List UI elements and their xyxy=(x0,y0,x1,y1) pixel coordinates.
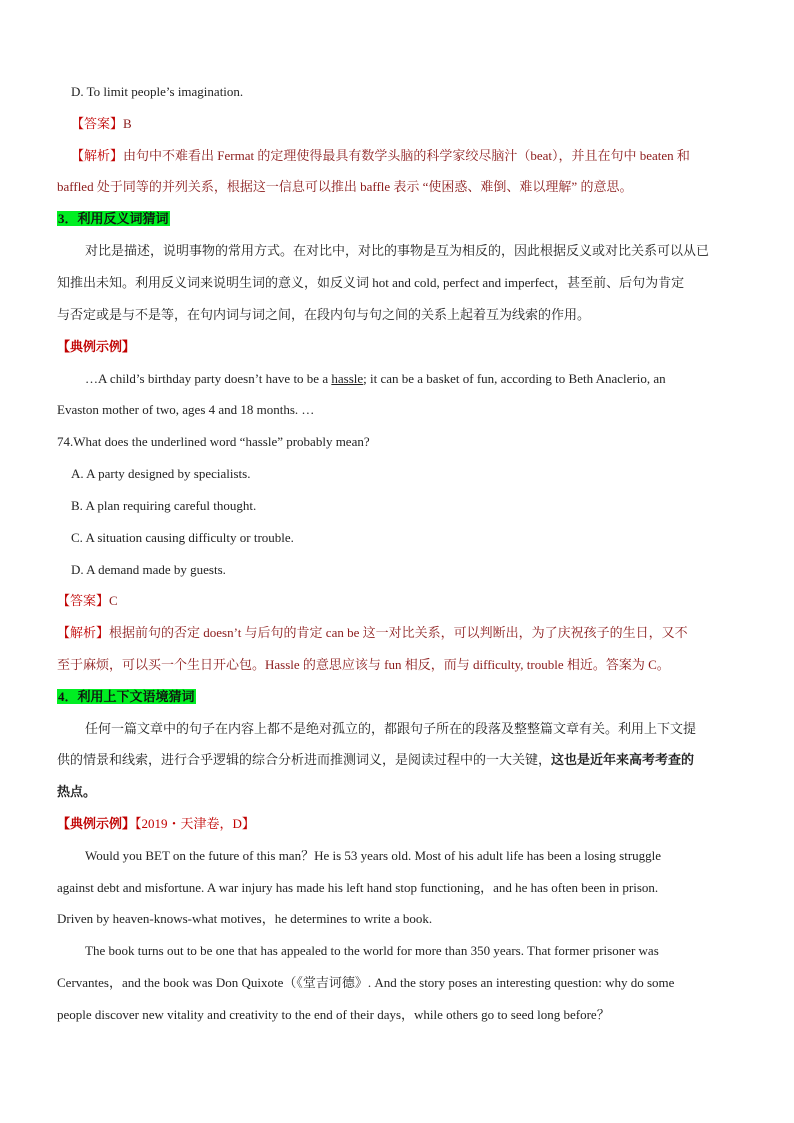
analysis-line-1 xyxy=(57,623,739,643)
reading-line: Would you BET on the future of this man？He is 53 years old. Most of his adult life has been a losing struggle xyxy=(85,848,662,863)
reading-line: against debt and misfortune. A war injury has made his left hand stop functioning，and he has often been in prison. xyxy=(57,880,659,895)
analysis-text: 根据前句的否定 doesn’t 与后句的肯定 can be 这一对比关系，可以判断出，为了庆祝孩子的生日，又不 xyxy=(109,625,688,640)
option-a: A. A party designed by specialists. xyxy=(71,466,251,481)
section-3-heading: 3．利用反义词猜词 xyxy=(58,211,169,226)
answer-line xyxy=(71,114,739,134)
underlined-word: hassle xyxy=(331,371,364,386)
section-4-heading-row xyxy=(57,687,739,707)
paragraph-line: 与否定或是与不是等，在句内词与词之间，在段内句与句之间的关系上起着互为线索的作用。 xyxy=(57,307,591,322)
reading-line: people discover new vitality and creativity to the end of their days，while others go to seed long before？ xyxy=(57,1007,610,1022)
example-heading-row xyxy=(57,814,739,834)
paragraph-line: 热点。 xyxy=(57,784,97,799)
question: 74.What does the underlined word “hassle” probably mean? xyxy=(57,434,370,449)
paragraph-line: 任何一篇文章中的句子在内容上都不是绝对孤立的，都跟句子所在的段落及整整篇文章有关。利用上下文提 xyxy=(85,721,697,736)
example-text-pre: …A child’s birthday party doesn’t have to be a xyxy=(85,371,332,386)
option-b: B. A plan requiring careful thought. xyxy=(71,498,257,513)
answer-value: B xyxy=(123,116,132,131)
example-source: 【2019・天津卷，D】 xyxy=(135,816,255,831)
paragraph-bold-text: 这也是近年来高考考查的 xyxy=(551,752,695,767)
example-text-post: ; it can be a basket of fun, according to Beth Anaclerio, an xyxy=(363,371,666,386)
example-line-2: Evaston mother of two, ages 4 and 18 months. … xyxy=(57,402,315,417)
answer-value: C xyxy=(109,593,118,608)
reading-line: Cervantes，and the book was Don Quixote（《堂吉诃德》. And the story poses an interesting question: why do some xyxy=(57,975,675,990)
example-heading-row xyxy=(57,337,739,357)
analysis-text: 由句中不难看出 Fermat 的定理使得最具有数学头脑的科学家绞尽脑汁（beat），并且在句中 beaten 和 xyxy=(123,148,690,163)
option-d: D. A demand made by guests. xyxy=(71,562,226,577)
example-tag: 【典例示例】 xyxy=(57,816,136,831)
paragraph-line: 知推出未知。利用反义词来说明生词的意义，如反义词 hot and cold, perfect and imperfect，甚至前、后句为肯定 xyxy=(57,275,685,290)
example-tag: 【典例示例】 xyxy=(57,339,136,354)
example-line-1 xyxy=(85,369,739,389)
analysis-line-2: baffled 处于同等的并列关系，根据这一信息可以推出 baffle 表示 “使困惑、难倒、难以理解” 的意思。 xyxy=(57,179,633,194)
paragraph-line: 对比是描述，说明事物的常用方式。在对比中，对比的事物是互为相反的，因此根据反义或对比关系可以从已 xyxy=(85,243,710,258)
option-d: D. To limit people’s imagination. xyxy=(71,84,244,99)
analysis-tag: 【解析】 xyxy=(57,625,110,640)
analysis-line-1 xyxy=(71,146,739,166)
section-3-heading-row xyxy=(57,209,739,229)
section-4-heading: 4．利用上下文语境猜词 xyxy=(58,689,195,704)
analysis-tag: 【解析】 xyxy=(71,148,124,163)
reading-line: Driven by heaven-knows-what motives，he determines to write a book. xyxy=(57,911,433,926)
answer-tag: 【答案】 xyxy=(71,116,124,131)
analysis-line-2: 至于麻烦，可以买一个生日开心包。Hassle 的意思应该与 fun 相反，而与 difficulty, trouble 相近。答案为 C。 xyxy=(57,657,670,672)
paragraph-line xyxy=(57,750,739,770)
answer-tag: 【答案】 xyxy=(57,593,110,608)
answer-line xyxy=(57,591,739,611)
option-c: C. A situation causing difficulty or trouble. xyxy=(71,530,294,545)
reading-line: The book turns out to be one that has appealed to the world for more than 350 years. That former prisoner was xyxy=(85,943,659,958)
paragraph-text: 供的情景和线索，进行合乎逻辑的综合分析进而推测词义，是阅读过程中的一大关键， xyxy=(57,752,552,767)
